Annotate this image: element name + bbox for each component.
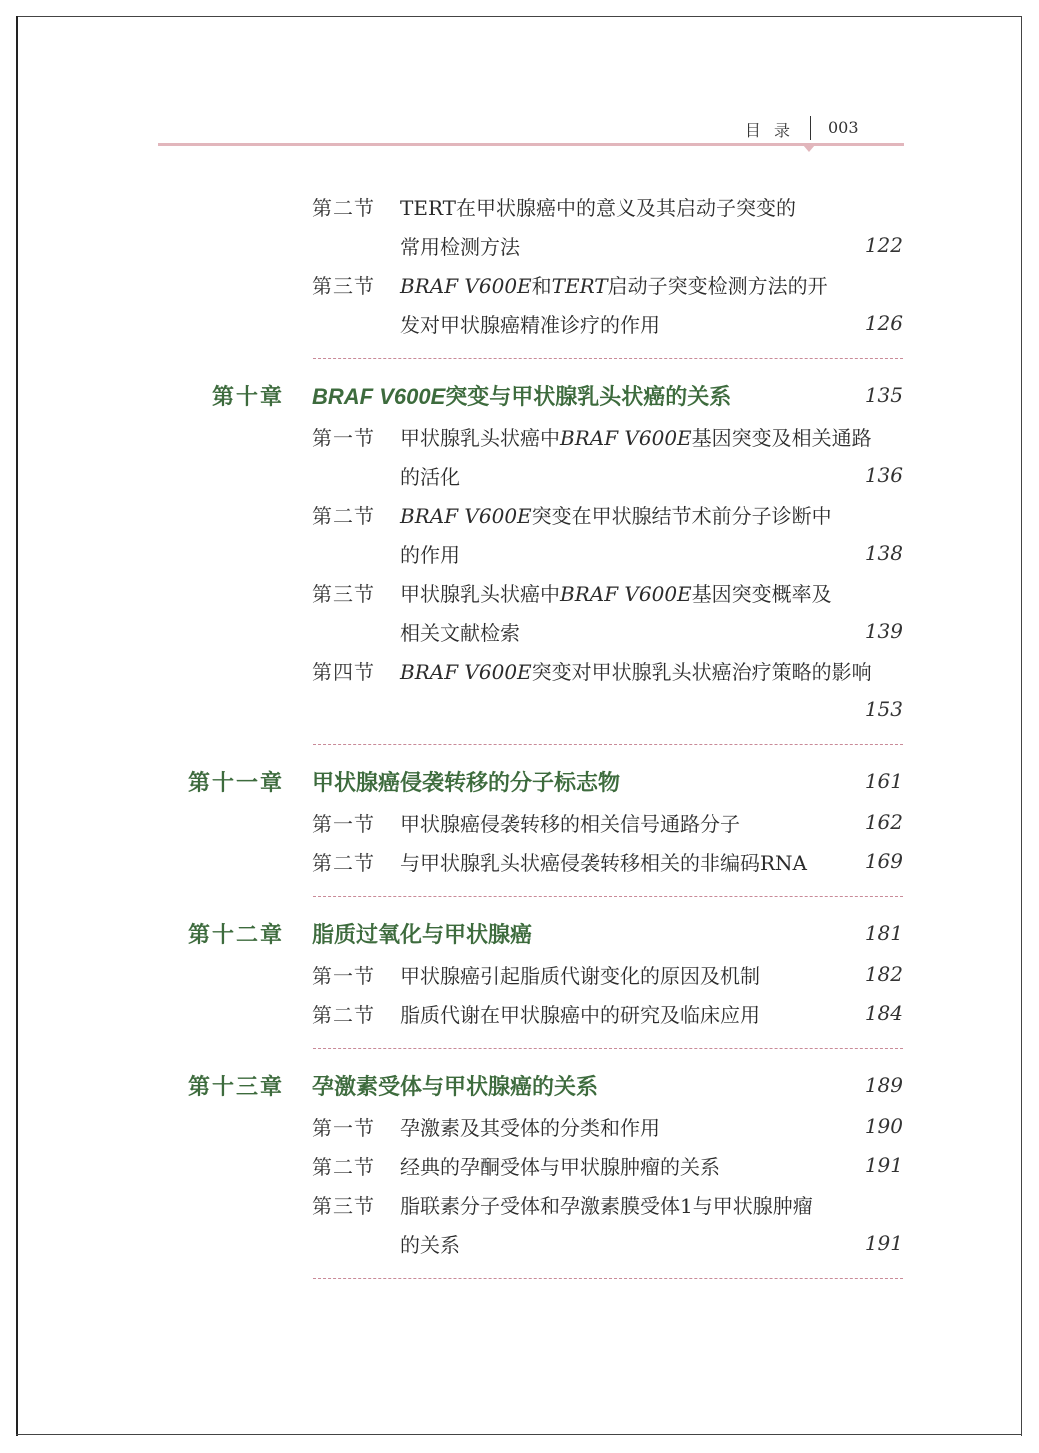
- table-of-contents: [0, 186, 1039, 1280]
- toc-section-entry[interactable]: [0, 954, 1039, 993]
- section-title-continued: 常用检测方法: [400, 235, 520, 259]
- section-title: TERT在甲状腺癌中的意义及其启动子突变的: [400, 196, 796, 220]
- chapter-divider: [313, 1048, 903, 1050]
- toc-section-entry[interactable]: [0, 1106, 1039, 1145]
- header-rule-notch: [803, 145, 815, 152]
- page-number: 126: [864, 311, 903, 335]
- chapter-divider: [313, 896, 903, 898]
- toc-section-entry[interactable]: [0, 1145, 1039, 1184]
- section-title: 经典的孕酮受体与甲状腺肿瘤的关系: [400, 1155, 720, 1179]
- toc-section-entry[interactable]: [0, 1184, 1039, 1223]
- page-number: 169: [864, 849, 903, 873]
- toc-section-entry[interactable]: [0, 572, 1039, 611]
- section-title: 孕激素及其受体的分类和作用: [400, 1116, 660, 1140]
- chapter-title: 甲状腺癌侵袭转移的分子标志物: [312, 770, 621, 795]
- section-label: 第三节: [312, 274, 375, 298]
- toc-chapter-entry[interactable]: [0, 1066, 1039, 1106]
- page-number: 184: [864, 1001, 903, 1025]
- gene-term: TERT: [551, 274, 608, 298]
- toc-section-entry[interactable]: [0, 494, 1039, 533]
- section-title-continued: 的关系: [400, 1233, 460, 1257]
- page-number: 138: [864, 541, 903, 565]
- title-text: 甲状腺乳头状癌中: [400, 426, 560, 450]
- toc-section-entry[interactable]: [0, 264, 1039, 303]
- toc-section-entry-continued[interactable]: [0, 611, 1039, 650]
- toc-chapter-entry[interactable]: [0, 914, 1039, 954]
- toc-chapter-entry[interactable]: [0, 762, 1039, 802]
- page-number: 181: [864, 921, 903, 945]
- section-label: 第三节: [312, 582, 375, 606]
- page-number: 162: [864, 810, 903, 834]
- toc-section-entry-continued[interactable]: [0, 1223, 1039, 1262]
- gene-term: BRAF V600E: [400, 274, 532, 298]
- toc-section-entry-continued[interactable]: [0, 455, 1039, 494]
- chapter-divider: [313, 744, 903, 746]
- toc-section-entry[interactable]: [0, 841, 1039, 880]
- page-number: 135: [864, 383, 903, 407]
- running-head: [700, 116, 860, 140]
- gene-term: BRAF V600E: [560, 426, 692, 450]
- gene-term: BRAF V600E: [400, 504, 532, 528]
- toc-section-entry-continued[interactable]: [0, 225, 1039, 264]
- running-head-page-number: 003: [828, 118, 859, 137]
- page-number: 139: [864, 619, 903, 643]
- section-title-continued: 相关文献检索: [400, 621, 520, 645]
- section-title: [400, 270, 860, 299]
- title-text: 基因突变及相关通路: [691, 426, 872, 450]
- title-text: 突变与甲状腺乳头状癌的关系: [445, 384, 732, 409]
- section-label: 第四节: [312, 660, 375, 684]
- page-number: 191: [864, 1231, 903, 1255]
- title-text: 突变在甲状腺结节术前分子诊断中: [531, 504, 832, 528]
- title-text: 突变对甲状腺乳头状癌治疗策略的影响: [531, 660, 872, 684]
- title-text: 启动子突变检测方法的开: [607, 274, 828, 298]
- page-number: 191: [864, 1153, 903, 1177]
- page-border-top: [16, 16, 1022, 17]
- gene-term: BRAF V600E: [400, 660, 532, 684]
- title-text: 基因突变概率及: [691, 582, 832, 606]
- page-border-bottom: [16, 1434, 1022, 1435]
- page-number: 153: [864, 697, 903, 721]
- section-label: 第二节: [312, 1003, 375, 1027]
- section-label: 第一节: [312, 426, 375, 450]
- page-number: 190: [864, 1114, 903, 1138]
- toc-section-entry[interactable]: [0, 416, 1039, 455]
- section-label: 第一节: [312, 964, 375, 988]
- page-number: 161: [864, 769, 903, 793]
- section-title: 脂质代谢在甲状腺癌中的研究及临床应用: [400, 1003, 760, 1027]
- toc-section-entry[interactable]: [0, 186, 1039, 225]
- chapter-title: 孕激素受体与甲状腺癌的关系: [312, 1074, 599, 1099]
- page-number: 182: [864, 962, 903, 986]
- chapter-label: 第十章: [211, 384, 284, 410]
- toc-section-entry-continued[interactable]: [0, 689, 1039, 728]
- section-title: 甲状腺癌侵袭转移的相关信号通路分子: [400, 812, 740, 836]
- chapter-title: 脂质过氧化与甲状腺癌: [312, 922, 533, 947]
- section-label: 第二节: [312, 504, 375, 528]
- chapter-divider: [313, 1278, 903, 1280]
- chapter-title: [312, 380, 731, 411]
- section-title-continued: 的活化: [400, 465, 460, 489]
- section-title: 脂联素分子受体和孕激素膜受体1与甲状腺肿瘤: [400, 1194, 813, 1218]
- section-title: 与甲状腺乳头状癌侵袭转移相关的非编码RNA: [400, 851, 808, 875]
- header-rule: [158, 143, 904, 146]
- section-title-continued: 的作用: [400, 543, 460, 567]
- toc-section-entry[interactable]: [0, 993, 1039, 1032]
- section-label: 第一节: [312, 812, 375, 836]
- section-label: 第二节: [312, 851, 375, 875]
- page-number: 136: [864, 463, 903, 487]
- toc-section-entry-continued[interactable]: [0, 303, 1039, 342]
- section-title: [400, 578, 860, 607]
- toc-section-entry[interactable]: [0, 650, 1039, 689]
- section-label: 第一节: [312, 1116, 375, 1140]
- section-title: [400, 422, 872, 451]
- chapter-label: 第十三章: [187, 1074, 284, 1100]
- running-head-label: 目 录: [744, 121, 794, 140]
- page-number: 189: [864, 1073, 903, 1097]
- page-number: 122: [864, 233, 903, 257]
- section-title: [400, 500, 860, 529]
- toc-section-entry-continued[interactable]: [0, 533, 1039, 572]
- section-title-continued: 发对甲状腺癌精准诊疗的作用: [400, 313, 660, 337]
- chapter-label: 第十二章: [187, 922, 284, 948]
- title-text: 甲状腺乳头状癌中: [400, 582, 560, 606]
- gene-term: BRAF V600E: [560, 582, 692, 606]
- section-label: 第三节: [312, 1194, 375, 1218]
- title-text: 和: [531, 274, 552, 298]
- running-head-separator: [810, 116, 811, 140]
- section-title: [400, 656, 872, 685]
- chapter-label: 第十一章: [187, 770, 284, 796]
- toc-section-entry[interactable]: [0, 802, 1039, 841]
- gene-term: BRAF V600E: [312, 384, 446, 409]
- section-title: 甲状腺癌引起脂质代谢变化的原因及机制: [400, 964, 760, 988]
- chapter-divider: [313, 358, 903, 360]
- section-label: 第二节: [312, 1155, 375, 1179]
- section-label: 第二节: [312, 196, 375, 220]
- toc-chapter-entry[interactable]: [0, 376, 1039, 416]
